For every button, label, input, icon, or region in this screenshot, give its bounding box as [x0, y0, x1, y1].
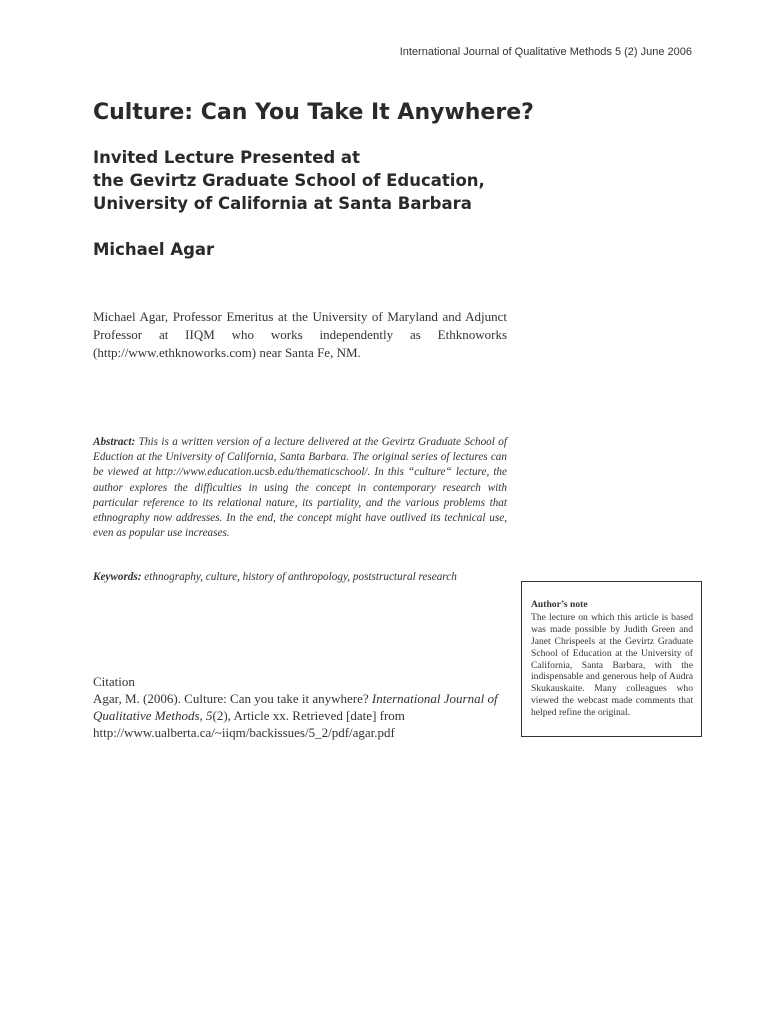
abstract-text: This is a written version of a lecture delivered at the Gevirtz Graduate School of Eduction at the University of California, Santa Barbara. The original series of lectures can be viewed at http://www.education.ucsb.edu/thematicschool/. In this “culture“ lecture, the author explores the difficulties in using the concept in contemporary research with particular reference to its relational nature, its partiality, and the various problems that ethnography now addresses. In the end, the concept might have outlived its technical use, even as popular use increases.: [93, 436, 507, 540]
citation: [93, 673, 513, 741]
journal-header: International Journal of Qualitative Methods 5 (2) June 2006: [399, 46, 692, 58]
abstract-label: Abstract:: [93, 436, 136, 448]
keywords-text: ethnography, culture, history of anthropology, poststructural research: [141, 571, 457, 583]
keywords: [93, 570, 507, 585]
author-name: Michael Agar: [93, 240, 215, 259]
article-title: Culture: Can You Take It Anywhere?: [93, 100, 534, 125]
keywords-label: Keywords:: [93, 571, 142, 583]
subtitle-line: University of California at Santa Barbara: [93, 194, 472, 213]
article-subtitle: [93, 146, 485, 215]
citation-label: Citation: [93, 674, 135, 689]
citation-text: (2), Article xx. Retrieved [date] from http://www.ualberta.ca/~iiqm/backissues/5_2/pdf/agar.pdf: [93, 708, 405, 740]
authors-note-text: The lecture on which this article is based was made possible by Judith Green and Janet Chrispeels at the Gevirtz Graduate School of Education at the University of California, Santa Barbara, with the indispensable and generous help of Audra Skukauskaite. Many colleagues who viewed the webcast made comments that helped refine the original.: [531, 611, 693, 719]
citation-text: Agar, M. (2006). Culture: Can you take it anywhere?: [93, 691, 372, 706]
authors-note-title: Author’s note: [531, 599, 588, 610]
author-affiliation: Michael Agar, Professor Emeritus at the University of Maryland and Adjunct Professor at IIQM who works independently as Ethknoworks (http://www.ethknoworks.com) near Santa Fe, NM.: [93, 309, 507, 360]
citation-volume: 5: [206, 708, 213, 723]
authors-note-box: [521, 581, 702, 737]
citation-text: ,: [199, 708, 207, 723]
subtitle-line: the Gevirtz Graduate School of Education,: [93, 171, 485, 190]
citation-journal: International Journal of Qualitative Methods: [93, 691, 498, 723]
abstract: [93, 435, 507, 541]
subtitle-line: Invited Lecture Presented at: [93, 148, 360, 167]
